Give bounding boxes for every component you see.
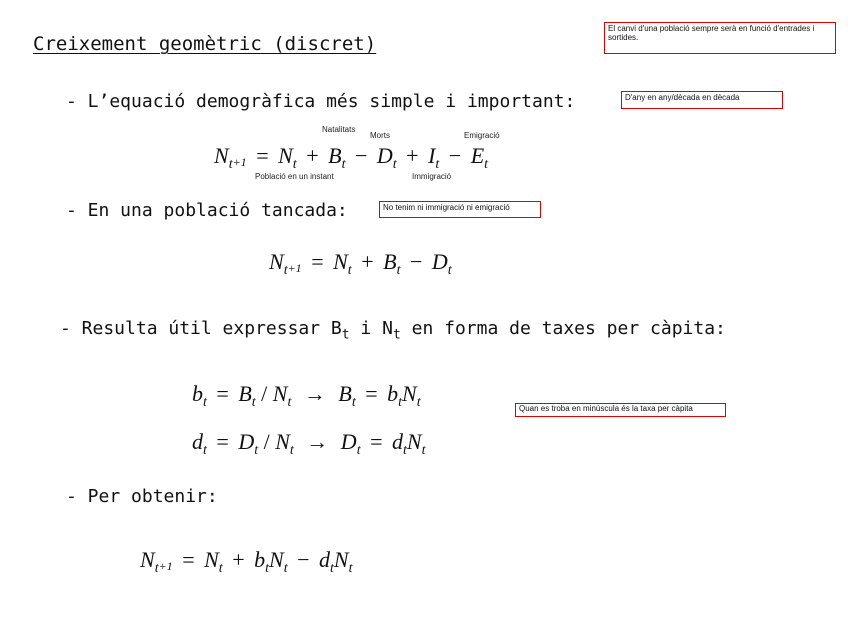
eq-term: $b_tN_t$ [254, 547, 288, 576]
eq-term: $d_tN_t$ [392, 429, 426, 458]
eq-term: $N_t+1$ [140, 547, 173, 576]
eq-term: $B_t$ [383, 249, 401, 278]
bullet-closed-population: - En una població tancada: [66, 200, 348, 221]
bullet-subscript: t [341, 327, 350, 343]
eq-term: $N_t$ [272, 381, 292, 410]
eq-term: $b_tN_t$ [387, 381, 421, 410]
label-emigracio: Emigració [464, 131, 500, 140]
eq-term: $N_t$ [278, 143, 297, 172]
eq-term: $B_t$ [338, 381, 356, 410]
eq-operator: = [256, 143, 269, 168]
eq-term: $D_t$ [238, 429, 259, 458]
eq-term: $d_t$ [192, 429, 207, 458]
eq-operator: − [409, 249, 423, 274]
note-box-time-step [621, 91, 783, 109]
slide-title: Creixement geomètric (discret) [33, 33, 377, 55]
equation-death-rate [192, 431, 425, 458]
equation-birth-rate [192, 383, 421, 410]
label-immigracio: Immigració [412, 172, 452, 181]
equation-final [140, 549, 352, 576]
bullet-to-obtain: - Per obtenir: [66, 486, 218, 507]
eq-operator: = [365, 381, 378, 406]
eq-operator: = [370, 429, 383, 454]
eq-operator: + [406, 143, 419, 168]
eq-operator: − [448, 143, 462, 168]
eq-term: $D_t$ [340, 429, 361, 458]
eq-operator: + [306, 143, 319, 168]
bullet-subscript: t [392, 327, 401, 343]
label-natalitats: Natalitats [322, 125, 356, 134]
eq-term: $D_t$ [431, 249, 452, 278]
eq-term: $N_t+1$ [214, 143, 247, 172]
equation-demographic [214, 145, 488, 172]
bullet-text-part: i N [349, 318, 393, 339]
eq-slash: / [263, 429, 270, 454]
eq-term: $B_t$ [238, 381, 256, 410]
eq-operator: − [354, 143, 368, 168]
eq-term: $D_t$ [376, 143, 397, 172]
arrow-icon: → [303, 381, 326, 406]
eq-term: $E_t$ [470, 143, 489, 172]
eq-operator: = [311, 249, 324, 274]
eq-operator: − [297, 547, 310, 572]
note-box-closed-population [379, 201, 541, 218]
label-morts: Morts [370, 131, 390, 140]
equation-closed [269, 251, 452, 278]
label-poblacio: Població en un instant [255, 172, 334, 181]
eq-term: $N_t$ [204, 547, 223, 576]
eq-term: $d_tN_t$ [319, 547, 353, 576]
eq-term: $b_t$ [192, 381, 207, 410]
note-text: Quan es troba en minúscula és la taxa per càpita [519, 404, 693, 413]
bullet-per-capita-rates [60, 318, 726, 343]
bullet-demographic-equation: - L’equació demogràfica més simple i important: [66, 91, 576, 112]
eq-operator: + [361, 249, 374, 274]
note-box-entries-exits [604, 22, 836, 54]
eq-term: $N_t$ [275, 429, 294, 458]
note-text: El canvi d'una població sempre serà en funció d'entrades i sortides. [608, 24, 815, 42]
eq-slash: / [261, 381, 268, 406]
eq-term: $N_t+1$ [269, 249, 302, 278]
eq-operator: = [216, 429, 229, 454]
eq-term: $B_t$ [328, 143, 346, 172]
arrow-icon: → [306, 429, 329, 454]
eq-operator: + [232, 547, 245, 572]
eq-operator: = [216, 381, 229, 406]
eq-term: $I_t$ [428, 143, 440, 172]
bullet-text-part: en forma de taxes per càpita: [400, 318, 726, 339]
bullet-text-part: - Resulta útil expressar B [60, 318, 342, 339]
eq-term: $N_t$ [333, 249, 352, 278]
eq-operator: = [182, 547, 195, 572]
note-text: D'any en any/dècada en dècada [625, 93, 740, 102]
note-box-per-capita [515, 403, 726, 417]
note-text: No tenim ni immigració ni emigració [383, 203, 510, 212]
